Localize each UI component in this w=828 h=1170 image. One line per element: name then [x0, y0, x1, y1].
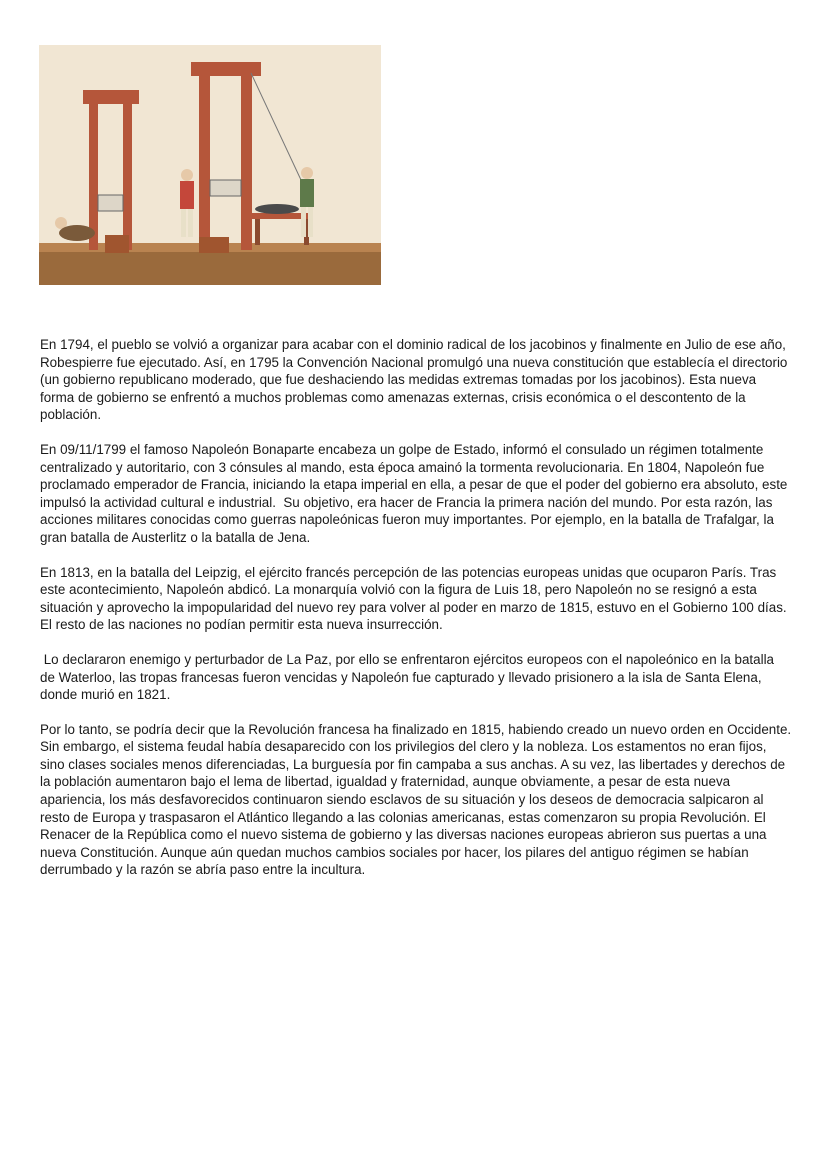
- paragraph-4: Lo declararon enemigo y perturbador de La Paz, por ello se enfrentaron ejércitos europeos con el napoleónico en la batalla de Waterloo, las tropas francesas fueron vencidas y Napoleón fue capturado y llevado prisionero a la isla de Santa Elena, donde murió en 1821.: [40, 651, 778, 703]
- paragraph-1: En 1794, el pueblo se volvió a organizar para acabar con el dominio radical de los jacobinos y finalmente en Julio de ese año, Robespierre fue ejecutado. Así, en 1795 la Convención Nacional promulgó una nueva constitución que establecía el directorio (un gobierno republicano moderado, que fue deshaciendo las medidas extremas tomadas por los jacobinos). Esta nueva forma de gobierno se enfrentó a muchos problemas como amenazas externas, crisis económica o el descontento de la población.: [40, 337, 792, 423]
- document-body: [40, 336, 795, 896]
- paragraph-3: En 1813, en la batalla del Leipzig, el ejército francés percepción de las potencias europeas unidas que ocuparon París. Tras este acontecimiento, Napoleón abdicó. La monarquía volvió con la figura de Luis 18, pero Napoleón no se resignó a esta situación y aprovecho la impopularidad del nuevo rey para volver al poder en marzo de 1815, estuvo en el Gobierno 100 días. El resto de las naciones no podían permitir esta nueva insurrección.: [40, 564, 791, 633]
- paragraph-2: En 09/11/1799 el famoso Napoleón Bonaparte encabeza un golpe de Estado, informó el consulado un régimen totalmente centralizado y autoritario, con 3 cónsules al mando, esta época amainó la tormenta revolucionaria. En 1804, Napoleón fue proclamado emperador de Francia, iniciando la etapa imperial en ella, a pesar de que el poder del gobierno era absoluto, este impulsó la actividad cultural e industrial. Su objetivo, era hacer de Francia la primera nación del mundo. Por esta razón, las acciones militares conocidas como guerras napoleónicas fueron muy importantes. Por ejemplo, en la batalla de Trafalgar, la gran batalla de Austerlitz o la batalla de Jena.: [40, 441, 795, 545]
- paragraph-5: Por lo tanto, se podría decir que la Revolución francesa ha finalizado en 1815, habiendo creado un nuevo orden en Occidente. Sin embargo, el sistema feudal había desaparecido con los privilegios del clero y la nobleza. Los estamentos no eran fijos, sino clases sociales menos diferenciadas, La burguesía por fin campaba a sus anchas. A su vez, las libertades y derechos de la población aumentaron bajo el lema de libertad, igualdad y fraternidad, aunque obviamente, a pesar de esta nueva apariencia, los más desfavorecidos continuaron siendo esclavos de su situación y los deseos de democracia salpicaron al resto de Europa y traspasaron el Atlántico llegando a las colonias americanas, estas comenzaron su propia Revolución. El Renacer de la República como el nuevo sistema de gobierno y las diversas naciones europeas abrieron sus puertas a una nueva Constitución. Aunque aún quedan muchos cambios sociales por hacer, los pilares del antiguo régimen se habían derrumbado y la razón se abría paso entre la incultura.: [40, 721, 795, 878]
- guillotine-illustration: [39, 45, 381, 285]
- guillotine-drawing: [39, 45, 381, 285]
